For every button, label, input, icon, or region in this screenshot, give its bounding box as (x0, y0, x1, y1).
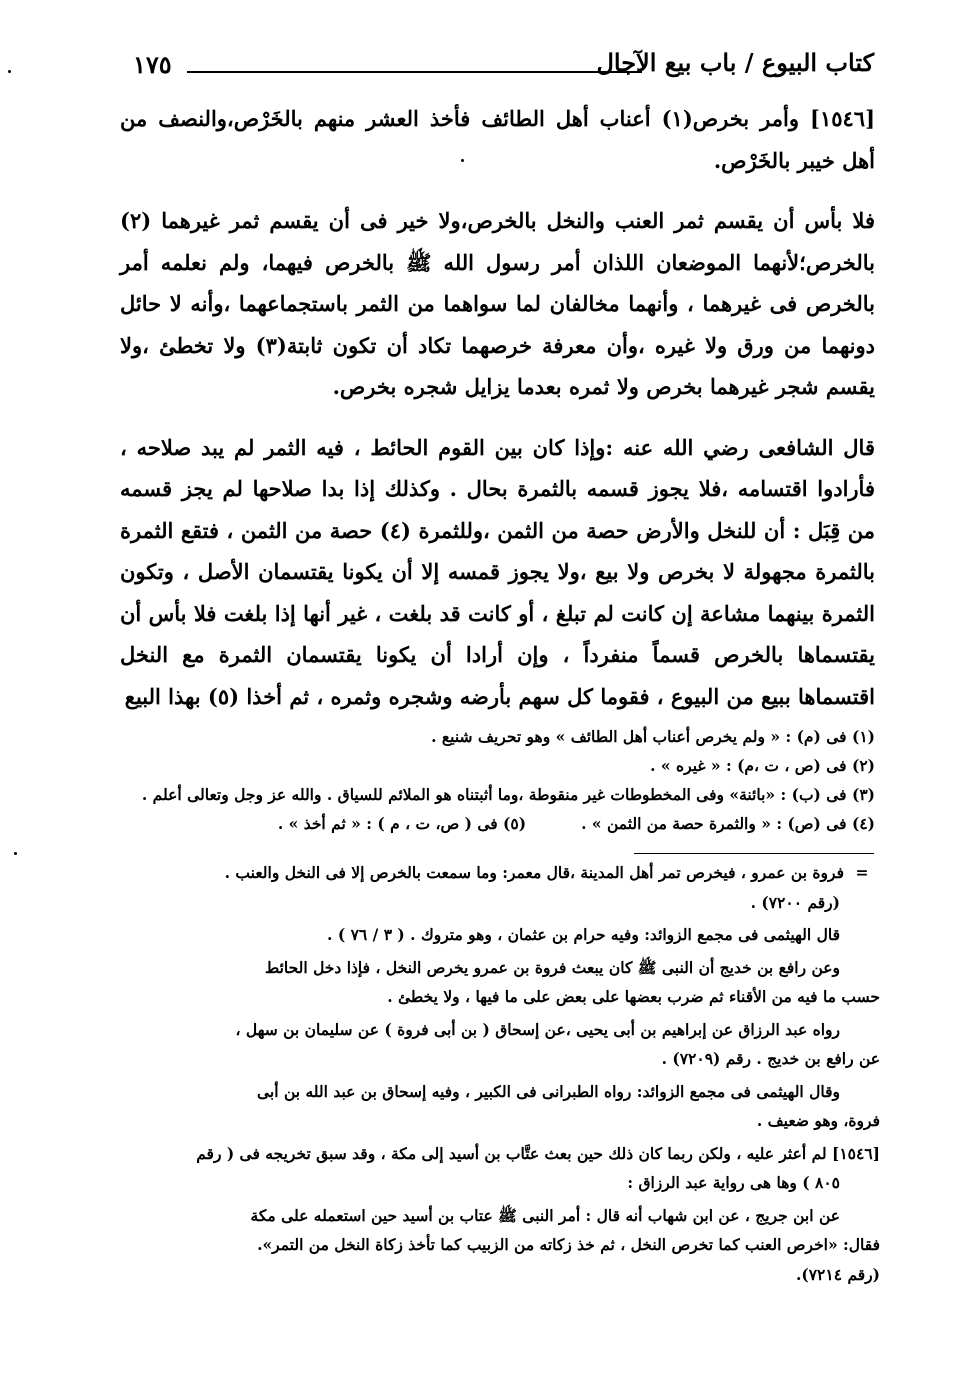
takhrij-line: حسب ما فيه من الأقناء ثم ضرب بعضها على بعض على ما فيها ، ولا يخطئ . (387, 987, 880, 1006)
main-paragraph: فلا بأس أن يقسم ثمر العنب والنخل بالخرص،ولا خير فى أن يقسم ثمر غيرهما (٢) بالخرص؛لأنهما الموضعان اللذان أمر رسول الله ﷺ بالخرص فيهما، ولم نعلمه أمر بالخرص فى غيرهما ، وأنهما مخالفان لما سواهما من الثمر باستجماعهما ،وأنه لا حائل دونهما من ورق ولا غيره ،وأن معرفة خرصهما تكاد أن تكون ثابتة(٣) ولا تخطئ ،ولا يقسم شجر غيرهما بخرص ولا ثمره بعدما يزايل شجره بخرص. (120, 208, 876, 399)
takhrij-line: (رقم ٧٢١٤). (796, 1264, 880, 1284)
takhrij-line: عن رافع بن خديج . رقم (٧٢٠٩) . (661, 1049, 880, 1068)
takhrij-block (120, 1077, 880, 1136)
takhrij-line: فقال: «اخرص العنب كما تخرص النخل ، ثم خذ زكاته من الزبيب كما تأخذ زكاة النخل من التمر». (257, 1235, 880, 1254)
takhrij-line: وقال الهيثمى فى مجمع الزوائد: رواه الطبرانى فى الكبير ، وفيه إسحاق بن عبد الله بن أبى (257, 1081, 840, 1101)
takhrij-block (120, 858, 880, 917)
takhrij-block (120, 1201, 880, 1290)
takhrij-line: رواه عبد الرزاق عن إبراهيم بن أبى يحيى ،عن إسحاق ( بن أبى فروة ) عن سليمان بن سهل ، (235, 1019, 840, 1039)
scan-speck (461, 159, 464, 162)
page-header (125, 48, 874, 88)
continuation-mark: = (855, 863, 869, 882)
main-paragraph: قال الشافعى رضي الله عنه :وإذا كان بين القوم الحائط ، فيه الثمر لم يبد صلاحه ، فأرادوا اقتسامه ،فلا يجوز قسمه بالثمرة بحال . وكذلك إذا بدا صلاحها لم يجز قسمه من قِبَل : أن للنخل والأرض حصة من الثمن ،وللثمرة (٤) حصة من الثمن ، فتقع الثمرة بالثمرة مجهولة لا بخرص ولا بيع ،ولا يجوز قمسه إلا أن يكونا يقتسمان الأصل ، وتكون الثمرة بينهما مشاعة إن كانت لم تبلغ ، أو كانت قد بلغت ، غير أنها إذا بلغت فلا بأس أن يقتسماها بالخرص قسماً منفرداً ، وإن أرادا أن يكونا يقتسمان الثمرة مع النخل اقتسماها ببيع من البيوع ، فقوما كل سهم بأرضه وشجره وثمره ، ثم أخذا (٥) بهذا البيع (120, 434, 875, 709)
takhrij-line: وعن رافع بن خديج أن النبى ﷺ كان يبعث فروة بن عمرو يخرص النخل ، فإذا دخل الحائط (264, 957, 840, 977)
running-title: كتاب البيوع / باب بيع الآجال (596, 48, 874, 77)
footnote-2: (٢) فى (ص ، ت ،م) : « غيره » . (650, 756, 875, 775)
takhrij-line: [١٥٤٦] لم أعثر عليه ، ولكن ربما كان ذلك حين بعث عتَّاب بن أسيد إلى مكة ، وقد سبق تخريجه فى ( رقم (196, 1143, 880, 1163)
takhrij-section (120, 858, 880, 1289)
takhrij-block (120, 1015, 880, 1074)
footnote-row (120, 809, 875, 838)
takhrij-line: (رقم ٧٢٠٠) . (750, 892, 840, 912)
footnote-3: (٣) فى (ب) : «بائنة» وفى المخطوطات غير منقوطة ،وما أثبتناه هو الملائم للسياق . والله عز وجل وتعالى أعلم . (141, 785, 875, 804)
header-rule (187, 71, 642, 73)
takhrij-line: قال الهيثمى فى مجمع الزوائد: وفيه حرام بن عثمان ، وهو متروك . ( ٣ / ٧٦ ) . (327, 925, 840, 944)
takhrij-line: عن ابن جريج ، عن ابن شهاب أنه قال : أمر النبى ﷺ عتاب بن أسيد حين استعمله على مكة (250, 1205, 840, 1225)
takhrij-line: فروة بن عمرو ، فيخرص تمر أهل المدينة ،قال معمر: وما سمعت بالخرص إلا فى النخل والعنب . (224, 863, 844, 882)
footnote-5: (٥) فى ( ص، ت ، م ) : « ثم أخذ » . (277, 814, 527, 833)
takhrij-block (120, 953, 880, 1012)
scan-speck (14, 852, 17, 855)
main-text (120, 98, 875, 717)
footnote-divider (634, 853, 874, 854)
scan-speck (8, 70, 11, 73)
footnote-1: (١) فى (م) : « ولم يخرص أعناب أهل الطائف » وهو تحريف شنيع . (431, 727, 875, 746)
footnote-4: (٤) فى (ص) : « والثمرة حصة من الثمن » . (581, 814, 875, 833)
takhrij-line: فروة، وهو ضعيف . (756, 1111, 880, 1130)
page-number: ١٧٥ (133, 50, 172, 79)
main-paragraph: [١٥٤٦] وأمر بخرص(١) أعناب أهل الطائف فأخذ العشر منهم بالخَرْص،والنصف من أهل خيبر بالخَرْص. (120, 106, 875, 173)
takhrij-block (120, 920, 880, 950)
takhrij-block (120, 1139, 880, 1198)
takhrij-line: ٨٠٥ ) وها هى رواية عبد الرزاق : (627, 1173, 840, 1192)
footnotes (120, 722, 875, 838)
